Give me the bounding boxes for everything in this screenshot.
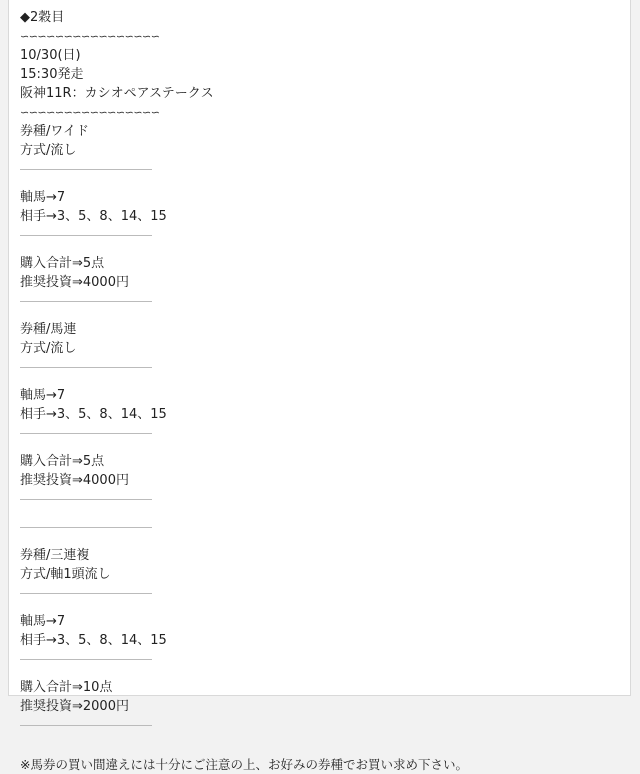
post-panel — [8, 0, 631, 772]
bet-investment: 推奨投資⇒2000円 — [20, 699, 129, 714]
bet-total: 購入合計⇒5点 — [20, 454, 105, 469]
purchase-caution-note: ※馬券の買い間違えには十分にご注意の上、お好みの券種でお買い求め下さい。 — [20, 757, 468, 772]
bet-axis-horse: 軸馬→7 — [20, 190, 66, 205]
bet-type: 券種/馬連 — [20, 322, 77, 337]
bet-block-1 — [20, 122, 620, 320]
bet-type: 券種/ワイド — [20, 124, 89, 139]
bet-partners: 相手→3、5、8、14、15 — [20, 209, 167, 224]
bet-axis-horse: 軸馬→7 — [20, 388, 66, 403]
separator-line — [20, 292, 152, 311]
separator-line — [20, 716, 152, 735]
bet-block-2 — [20, 320, 620, 546]
race-start-time: 15:30発走 — [20, 67, 84, 82]
bet-investment: 推奨投資⇒4000円 — [20, 275, 129, 290]
separator-line — [20, 160, 152, 179]
separator-line — [20, 584, 152, 603]
race-date: 10/30(日) — [20, 48, 81, 63]
bet-total: 購入合計⇒5点 — [20, 256, 105, 271]
post-title: ◆2穀目 — [20, 10, 65, 25]
race-name: 阪神11R：カシオペアステークス — [20, 86, 214, 101]
bet-total: 購入合計⇒10点 — [20, 680, 113, 695]
separator-line — [20, 424, 152, 443]
bet-method: 方式/軸1頭流し — [20, 567, 111, 582]
separator-line — [20, 518, 152, 537]
bet-axis-horse: 軸馬→7 — [20, 614, 66, 629]
bet-partners: 相手→3、5、8、14、15 — [20, 633, 167, 648]
bet-partners: 相手→3、5、8、14、15 — [20, 407, 167, 422]
separator-line — [20, 358, 152, 377]
bet-method: 方式/流し — [20, 143, 77, 158]
separator-line — [20, 226, 152, 245]
separator-line — [20, 650, 152, 669]
bet-type: 券種/三連複 — [20, 548, 90, 563]
post-content — [20, 8, 620, 774]
wave-divider-bottom: ∽∽∽∽∽∽∽∽∽∽∽∽∽∽∽∽ — [20, 106, 160, 119]
bet-investment: 推奨投資⇒4000円 — [20, 473, 129, 488]
separator-line — [20, 490, 152, 509]
bet-block-3 — [20, 546, 620, 735]
bet-method: 方式/流し — [20, 341, 77, 356]
wave-divider-top: ∽∽∽∽∽∽∽∽∽∽∽∽∽∽∽∽ — [20, 30, 160, 43]
